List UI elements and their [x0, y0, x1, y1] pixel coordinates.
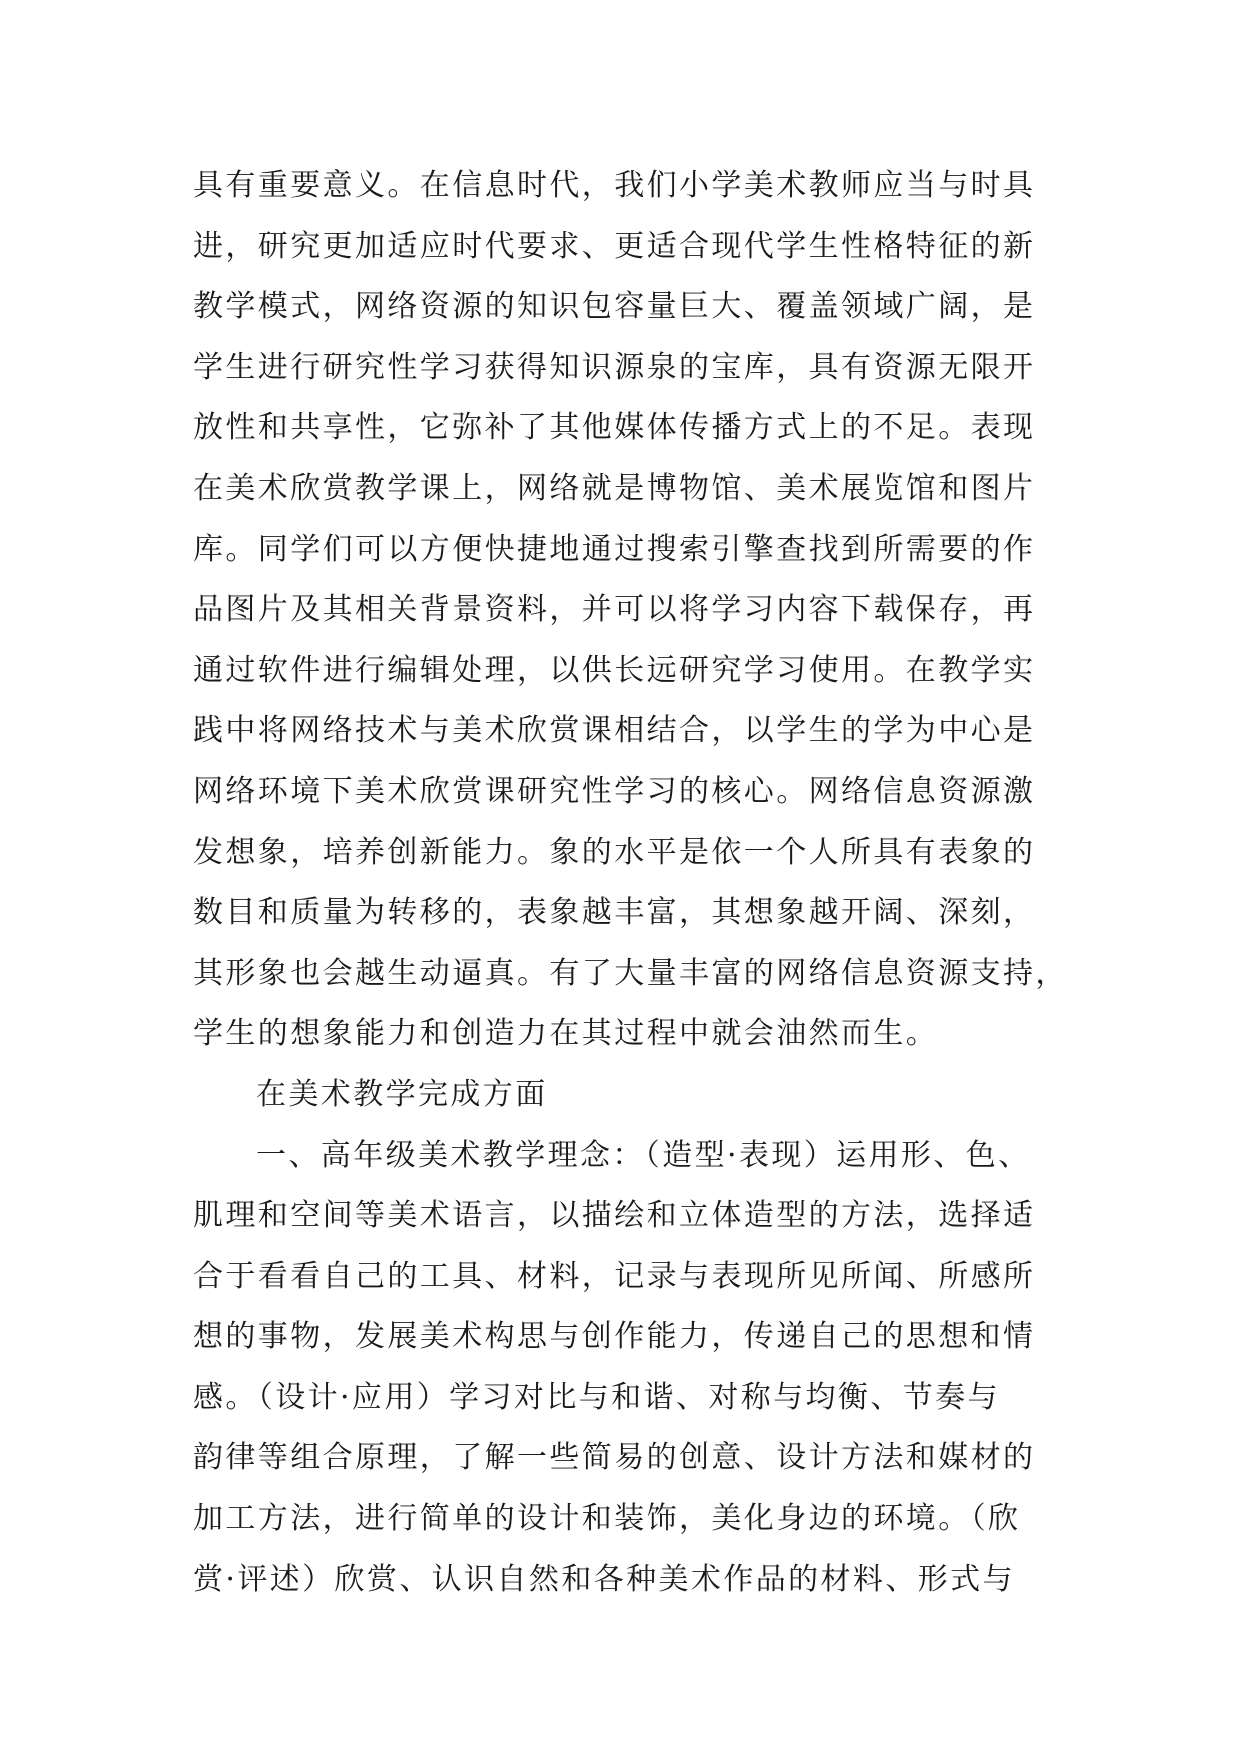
text-line: 放性和共享性，它弥补了其他媒体传播方式上的不足。表现 — [193, 410, 1036, 446]
text-line: 具有重要意义。在信息时代，我们小学美术教师应当与时具 — [193, 168, 1036, 203]
text-line: 肌理和空间等美术语言，以描绘和立体造型的方法，选择适 — [193, 1198, 1036, 1234]
text-line: 一、高年级美术教学理念：（造型·表现）运用形、色、 — [256, 1137, 1031, 1173]
section-heading: 在美术教学完成方面 — [256, 1076, 548, 1112]
text-line: 品图片及其相关背景资料，并可以将学习内容下载保存，再 — [193, 592, 1036, 628]
text-line: 韵律等组合原理，了解一些简易的创意、设计方法和媒材的 — [193, 1440, 1036, 1476]
text-line: 加工方法，进行简单的设计和装饰，美化身边的环境。（欣 — [193, 1501, 1021, 1537]
text-line: 通过软件进行编辑处理，以供长远研究学习使用。在教学实 — [193, 652, 1036, 688]
text-line: 数目和质量为转移的，表象越丰富，其想象越开阔、深刻， — [193, 895, 1036, 931]
text-line: 想的事物，发展美术构思与创作能力，传递自己的思想和情 — [193, 1319, 1036, 1355]
text-line: 践中将网络技术与美术欣赏课相结合，以学生的学为中心是 — [193, 713, 1036, 749]
text-line: 合于看看自己的工具、材料，记录与表现所见所闻、所感所 — [193, 1258, 1036, 1294]
text-line: 学生的想象能力和创造力在其过程中就会油然而生。 — [193, 1016, 939, 1052]
text-line: 教学模式，网络资源的知识包容量巨大、覆盖领域广阔，是 — [193, 289, 1036, 325]
text-line: 在美术欣赏教学课上，网络就是博物馆、美术展览馆和图片 — [193, 470, 1036, 506]
text-line: 其形象也会越生动逼真。有了大量丰富的网络信息资源支持， — [193, 955, 1068, 991]
text-line: 库。同学们可以方便快捷地通过搜索引擎查找到所需要的作 — [193, 531, 1036, 567]
text-line: 网络环境下美术欣赏课研究性学习的核心。网络信息资源激 — [193, 773, 1036, 809]
text-line: 感。（设计·应用）学习对比与和谐、对称与均衡、节奏与 — [193, 1379, 1000, 1415]
text-line: 赏·评述）欣赏、认识自然和各种美术作品的材料、形式与 — [193, 1561, 1015, 1597]
text-line: 学生进行研究性学习获得知识源泉的宝库，具有资源无限开 — [193, 349, 1036, 385]
body-text — [193, 156, 1068, 1610]
text-line: 进，研究更加适应时代要求、更适合现代学生性格特征的新 — [193, 228, 1036, 264]
text-line: 发想象，培养创新能力。象的水平是依一个人所具有表象的 — [193, 834, 1036, 870]
